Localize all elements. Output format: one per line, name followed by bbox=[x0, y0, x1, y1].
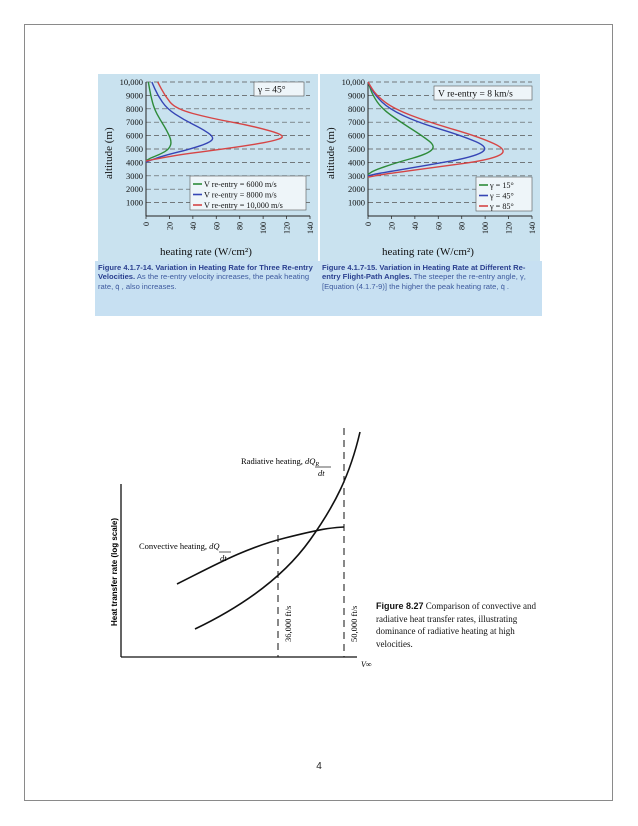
fig-right-annotation-text: V re-entry = 8 km/s bbox=[438, 89, 513, 100]
figure-left-caption bbox=[98, 263, 318, 291]
fig-left-y-tick-label: 3000 bbox=[126, 170, 143, 181]
fig-left-y-tick-label: 1000 bbox=[126, 197, 143, 208]
fig-right-annotation bbox=[434, 86, 532, 100]
figure-827-radiative-frac-den: dt bbox=[318, 468, 325, 478]
figure-left-caption-title: Figure 4.1.7-14. Variation in Heating Rate for Three Re-entry Velocities. bbox=[98, 263, 313, 282]
fig-left-legend-label-2: V re-entry = 10,000 m/s bbox=[204, 201, 283, 210]
page-number: 4 bbox=[316, 761, 322, 772]
fig-right-x-tick-label: 0 bbox=[364, 222, 373, 226]
fig-left-y-tick-label: 4000 bbox=[126, 157, 143, 168]
fig-left-y-tick-label: 10,000 bbox=[119, 77, 143, 87]
fig-right-legend-label-1: γ = 45° bbox=[490, 191, 514, 201]
figure-right-panel bbox=[320, 74, 540, 261]
fig-right-y-tick-label: 6000 bbox=[348, 130, 365, 141]
fig-right-y-tick-label: 7000 bbox=[348, 117, 365, 128]
figure-827-convective-curve bbox=[177, 527, 344, 584]
fig-right-y-tick-label: 3000 bbox=[348, 170, 365, 181]
figure-827-convective-label: Convective heating, dQ bbox=[139, 541, 220, 551]
fig-left-x-tick-label: 80 bbox=[235, 222, 245, 230]
fig-left-legend bbox=[190, 176, 306, 210]
fig-left-y-tick-label: 7000 bbox=[126, 117, 143, 128]
figure-827-ref-label-50000: 50,000 ft/s bbox=[349, 605, 359, 642]
figure-827-caption-text: Comparison of convective and radiative heat transfer rates, illustrating dominance of radiative heating at high velocities. bbox=[376, 601, 537, 649]
figure-827-ref-label-36000: 36,000 ft/s bbox=[283, 605, 293, 642]
figure-827-y-label: Heat transfer rate (log scale) bbox=[110, 517, 119, 626]
fig-left-x-tick-label: 140 bbox=[306, 222, 315, 234]
fig-right-y-tick-label: 9000 bbox=[348, 90, 365, 101]
figure-827-convective-frac-den: dt bbox=[220, 553, 227, 563]
figure-right-chart bbox=[320, 74, 540, 261]
fig-left-annotation bbox=[254, 82, 304, 96]
figure-827-caption bbox=[376, 600, 536, 650]
fig-right-y-tick-label: 8000 bbox=[348, 103, 365, 114]
fig-right-x-tick-label: 80 bbox=[457, 222, 467, 230]
fig-right-y-tick-label: 4000 bbox=[348, 157, 365, 168]
fig-left-x-tick-label: 20 bbox=[165, 222, 175, 230]
fig-right-x-tick-label: 140 bbox=[528, 222, 537, 234]
figure-827-caption-bold: Figure 8.27 bbox=[376, 601, 424, 611]
fig-right-x-tick-label: 120 bbox=[504, 222, 514, 234]
fig-right-legend-label-2: γ = 85° bbox=[490, 202, 514, 211]
figure-left-chart bbox=[98, 74, 318, 261]
figure-right-caption bbox=[322, 263, 542, 291]
fig-right-x-tick-label: 20 bbox=[387, 222, 397, 230]
figure-right-caption-title: Figure 4.1.7-15. Variation in Heating Rate at Different Re-entry Flight-Path Angles. bbox=[322, 263, 526, 282]
fig-right-x-tick-label: 100 bbox=[481, 222, 491, 234]
fig-left-x-tick-label: 100 bbox=[259, 222, 269, 234]
fig-left-y-tick-label: 6000 bbox=[126, 130, 143, 141]
fig-left-y-label: altitude (m) bbox=[103, 127, 115, 179]
fig-right-legend-label-0: γ = 15° bbox=[490, 181, 514, 190]
figure-left-panel bbox=[98, 74, 318, 261]
fig-left-x-label: heating rate (W/cm²) bbox=[160, 246, 252, 258]
figure-827-chart bbox=[95, 420, 385, 690]
fig-right-y-tick-label: 5000 bbox=[348, 144, 365, 154]
fig-right-legend bbox=[476, 177, 532, 211]
fig-right-x-tick-label: 60 bbox=[434, 222, 444, 230]
fig-right-y-tick-label: 10,000 bbox=[341, 77, 365, 87]
fig-left-legend-label-1: V re-entry = 8000 m/s bbox=[204, 190, 277, 200]
fig-right-x-tick-label: 40 bbox=[410, 222, 420, 230]
figure-right-caption-text: The steeper the re-entry angle, γ, [Equation (4.1.7-9)] the higher the peak heating rate, q̇ . bbox=[322, 272, 526, 291]
fig-right-x-label: heating rate (W/cm²) bbox=[382, 246, 474, 258]
fig-right-y-tick-label: 1000 bbox=[348, 197, 365, 208]
fig-left-y-tick-label: 2000 bbox=[126, 184, 143, 195]
fig-left-y-tick-label: 8000 bbox=[126, 103, 143, 114]
fig-left-y-tick-label: 9000 bbox=[126, 90, 143, 101]
fig-left-annotation-text: γ = 45° bbox=[258, 85, 286, 96]
figure-left-caption-text: As the re-entry velocity increases, the peak heating rate, q̇ , also increases. bbox=[98, 272, 310, 291]
figure-827-radiative-label: Radiative heating, $dQ_R$ bbox=[241, 456, 320, 468]
fig-left-x-tick-label: 0 bbox=[142, 222, 151, 226]
fig-right-y-label: altitude (m) bbox=[325, 127, 337, 179]
fig-left-x-tick-label: 60 bbox=[212, 222, 222, 230]
figure-827-x-label: V∞ bbox=[361, 660, 372, 669]
fig-left-y-tick-label: 5000 bbox=[126, 144, 143, 154]
fig-left-legend-label-0: V re-entry = 6000 m/s bbox=[204, 180, 277, 189]
fig-left-x-tick-label: 120 bbox=[282, 222, 292, 234]
fig-left-x-tick-label: 40 bbox=[188, 222, 198, 230]
fig-right-y-tick-label: 2000 bbox=[348, 184, 365, 195]
